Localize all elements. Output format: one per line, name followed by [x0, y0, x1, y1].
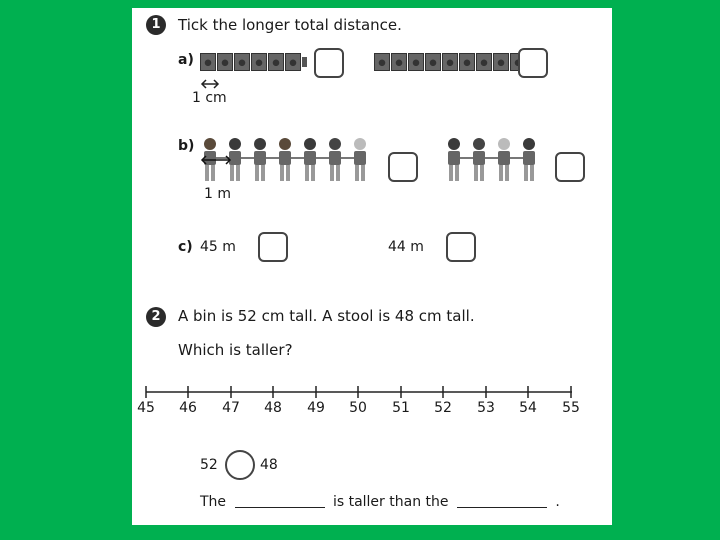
tick-box-a-right[interactable] — [518, 48, 548, 78]
cube-connector — [302, 57, 307, 67]
answer-blank-2[interactable] — [457, 507, 547, 508]
number-line-label: 53 — [477, 400, 495, 416]
cube-icon — [425, 53, 441, 71]
number-line-label: 52 — [434, 400, 452, 416]
number-line-label: 49 — [307, 400, 325, 416]
compare-right-value: 48 — [260, 457, 278, 473]
child-figure-icon — [329, 138, 341, 181]
distance-value-left: 45 m — [200, 239, 236, 255]
worksheet — [132, 8, 612, 525]
part-b-label: b) — [178, 138, 195, 154]
cube-icon — [374, 53, 390, 71]
child-figure-icon — [279, 138, 291, 181]
child-figure-icon — [448, 138, 460, 181]
cube-icon — [251, 53, 267, 71]
tick-box-b-left[interactable] — [388, 152, 418, 182]
part-c-label: c) — [178, 239, 193, 255]
part-a-label: a) — [178, 52, 194, 68]
tick-box-a-left[interactable] — [314, 48, 344, 78]
distance-value-right: 44 m — [388, 239, 424, 255]
cube-icon — [408, 53, 424, 71]
double-arrow-icon — [200, 78, 220, 90]
sentence-middle: is taller than the — [332, 494, 449, 510]
cube-icon — [285, 53, 301, 71]
question-2-number: 2 — [146, 307, 166, 327]
cube-icon — [200, 53, 216, 71]
cube-icon — [493, 53, 509, 71]
cube-icon — [459, 53, 475, 71]
cube-icon — [391, 53, 407, 71]
cube-row-right — [374, 53, 532, 73]
number-line-label: 47 — [222, 400, 240, 416]
tick-box-c-left[interactable] — [258, 232, 288, 262]
number-line-label: 55 — [562, 400, 580, 416]
question-2-text: A bin is 52 cm tall. A stool is 48 cm tall. — [178, 307, 475, 325]
compare-symbol-circle[interactable] — [225, 450, 255, 480]
child-figure-icon — [523, 138, 535, 181]
cube-icon — [476, 53, 492, 71]
child-figure-icon — [473, 138, 485, 181]
compare-left-value: 52 — [200, 457, 218, 473]
answer-blank-1[interactable] — [235, 507, 325, 508]
question-2-prompt: Which is taller? — [178, 341, 293, 359]
answer-sentence — [200, 494, 560, 510]
child-figure-icon — [304, 138, 316, 181]
sentence-end: . — [555, 494, 560, 510]
double-arrow-icon — [200, 154, 232, 166]
child-figure-icon — [498, 138, 510, 181]
cube-icon — [234, 53, 250, 71]
cube-icon — [268, 53, 284, 71]
question-1-number: 1 — [146, 15, 166, 35]
child-figure-icon — [354, 138, 366, 181]
tick-box-c-right[interactable] — [446, 232, 476, 262]
unit-label-m: 1 m — [204, 186, 231, 202]
number-line-label: 46 — [179, 400, 197, 416]
number-line-label: 51 — [392, 400, 410, 416]
number-line-label: 45 — [137, 400, 155, 416]
number-line-label: 54 — [519, 400, 537, 416]
tick-box-b-right[interactable] — [555, 152, 585, 182]
cube-icon — [442, 53, 458, 71]
cube-row-left — [200, 53, 307, 73]
child-figure-icon — [254, 138, 266, 181]
children-row-right — [442, 136, 552, 184]
unit-label-cm: 1 cm — [192, 90, 227, 106]
sentence-start: The — [200, 494, 227, 510]
question-1-text: Tick the longer total distance. — [178, 16, 402, 34]
number-line-label: 50 — [349, 400, 367, 416]
cube-icon — [217, 53, 233, 71]
number-line-label: 48 — [264, 400, 282, 416]
